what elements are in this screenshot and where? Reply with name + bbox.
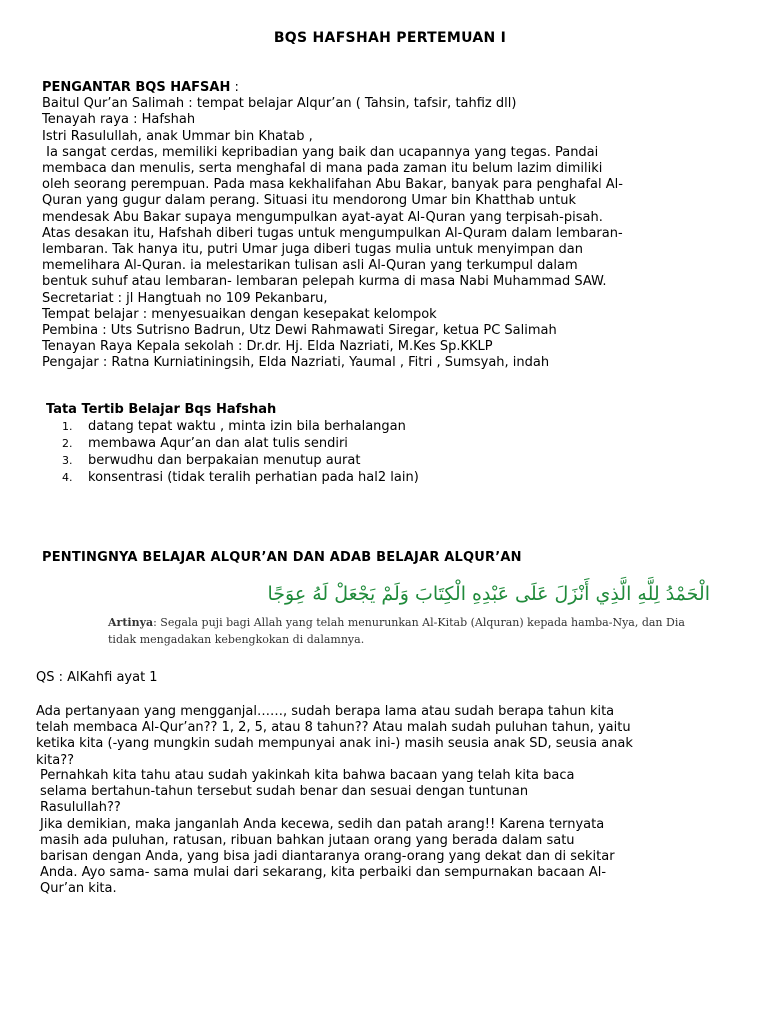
paragraph-2 xyxy=(40,768,740,898)
verse-image xyxy=(108,580,716,658)
paragraph-line: Pernahkah kita tahu atau sudah yakinkah kita bahwa bacaan yang telah kita baca xyxy=(40,768,575,783)
paragraph-line: selama bertahun-tahun tersebut sudah benar dan sesuai dengan tuntunan xyxy=(40,784,529,800)
intro-heading-line xyxy=(42,80,742,96)
intro-line: Pengajar : Ratna Kurniatiningsih, Elda Nazriati, Yaumal , Fitri , Sumsyah, indah xyxy=(42,355,550,371)
list-text: membawa Aqur’an dan alat tulis sendiri xyxy=(88,436,348,451)
intro-section xyxy=(42,80,742,372)
paragraph-line: Jika demikian, maka janganlah Anda kecewa, sedih dan patah arang!! Karena ternyata xyxy=(40,816,605,832)
intro-line: Ia sangat cerdas, memiliki kepribadian yang baik dan ucapannya yang tegas. Pandai xyxy=(42,144,599,160)
intro-line: Tenayah raya : Hafshah xyxy=(42,112,196,128)
paragraph-line: masih ada puluhan, ratusan, ribuan bahkan jutaan orang yang berada dalam satu xyxy=(40,832,575,848)
paragraph-line: Anda. Ayo sama- sama mulai dari sekarang, kita perbaiki dan sempurnakan bacaan Al- xyxy=(40,865,607,881)
intro-line: Atas desakan itu, Hafshah diberi tugas untuk mengumpulkan Al-Quram dalam lembaran- xyxy=(42,225,623,241)
paragraph-line: ketika kita (-yang mungkin sudah mempunyai anak ini-) masih seusia anak SD, seusia anak xyxy=(36,736,633,752)
intro-line: Baitul Qur’an Salimah : tempat belajar Alqur’an ( Tahsin, tafsir, tahfiz dll) xyxy=(42,96,517,112)
intro-line: Istri Rasulullah, anak Ummar bin Khatab , xyxy=(42,128,313,144)
intro-line: membaca dan menulis, serta menghafal di mana pada zaman itu belum lazim dimiliki xyxy=(42,161,603,177)
list-number: 2. xyxy=(62,437,73,450)
intro-line: memelihara Al-Quran. ia melestarikan tulisan asli Al-Quran yang terkumpul dalam xyxy=(42,258,578,274)
paragraph-line: barisan dengan Anda, yang bisa jadi diantaranya orang-orang yang dekat dan di sekitar xyxy=(40,849,615,865)
rules-heading: Tata Tertib Belajar Bqs Hafshah xyxy=(46,402,277,417)
list-number: 3. xyxy=(62,454,73,467)
intro-line: Pembina : Uts Sutrisno Badrun, Utz Dewi Rahmawati Siregar, ketua PC Salimah xyxy=(42,323,557,339)
intro-line: Quran yang gugur dalam perang. Situasi itu mendorong Umar bin Khatthab untuk xyxy=(42,193,577,209)
translation-label: Artinya xyxy=(108,616,154,629)
intro-line: Secretariat : jl Hangtuah no 109 Pekanbaru, xyxy=(42,290,328,306)
paragraph-1 xyxy=(36,704,736,769)
intro-line: lembaran. Tak hanya itu, putri Umar juga diberi tugas mulia untuk menyimpan dan xyxy=(42,242,583,258)
list-text: konsentrasi (tidak teralih perhatian pada hal2 lain) xyxy=(88,470,419,485)
intro-line: bentuk suhuf atau lembaran- lembaran pelepah kurma di masa Nabi Muhammad SAW. xyxy=(42,274,607,290)
page-title: BQS HAFSHAH PERTEMUAN I xyxy=(273,30,507,46)
list-number: 4. xyxy=(62,471,73,484)
intro-line: oleh seorang perempuan. Pada masa kekhalifahan Abu Bakar, banyak para penghafal Al- xyxy=(42,177,623,193)
rules-list xyxy=(62,418,419,486)
intro-line: mendesak Abu Bakar supaya mengumpulkan ayat-ayat Al-Quran yang terpisah-pisah. xyxy=(42,209,603,225)
paragraph-line: Qur’an kita. xyxy=(40,881,117,897)
paragraph-line: kita?? xyxy=(36,752,75,768)
paragraph-line: telah membaca Al-Qur’an?? 1, 2, 5, atau 8 tahun?? Atau malah sudah puluhan tahun, yaitu xyxy=(36,720,631,736)
list-number: 1. xyxy=(62,420,73,433)
intro-line: Tempat belajar : menyesuaikan dengan kesepakat kelompok xyxy=(42,306,437,322)
paragraph-line: Ada pertanyaan yang mengganjal……, sudah berapa lama atau sudah berapa tahun kita xyxy=(36,704,615,719)
intro-heading-suffix: : xyxy=(230,80,239,95)
list-item xyxy=(62,452,419,469)
list-item xyxy=(62,418,419,435)
verse-reference: QS : AlKahfi ayat 1 xyxy=(36,670,158,685)
list-item xyxy=(62,469,419,486)
intro-line: Tenayan Raya Kepala sekolah : Dr.dr. Hj. Elda Nazriati, M.Kes Sp.KKLP xyxy=(42,339,493,355)
list-text: datang tepat waktu , minta izin bila berhalangan xyxy=(88,419,406,434)
list-item xyxy=(62,435,419,452)
arabic-verse: الْحَمْدُ لِلَّهِ الَّذِي أَنْزَلَ عَلَى عَبْدِهِ الْكِتَابَ وَلَمْ يَجْعَلْ لَهُ عِوَجًا xyxy=(267,583,710,605)
intro-heading: PENGANTAR BQS HAFSAH xyxy=(42,80,231,95)
translation-text: : Segala puji bagi Allah yang telah menurunkan Al-Kitab (Alquran) kepada hamba-Nya, dan Dia tidak mengadakan kebengkokan di dalamnya. xyxy=(108,616,685,646)
verse-translation xyxy=(108,614,714,648)
section-heading: PENTINGNYA BELAJAR ALQUR’AN DAN ADAB BELAJAR ALQUR’AN xyxy=(42,550,522,565)
paragraph-line: Rasulullah?? xyxy=(40,800,121,816)
list-text: berwudhu dan berpakaian menutup aurat xyxy=(88,453,361,468)
